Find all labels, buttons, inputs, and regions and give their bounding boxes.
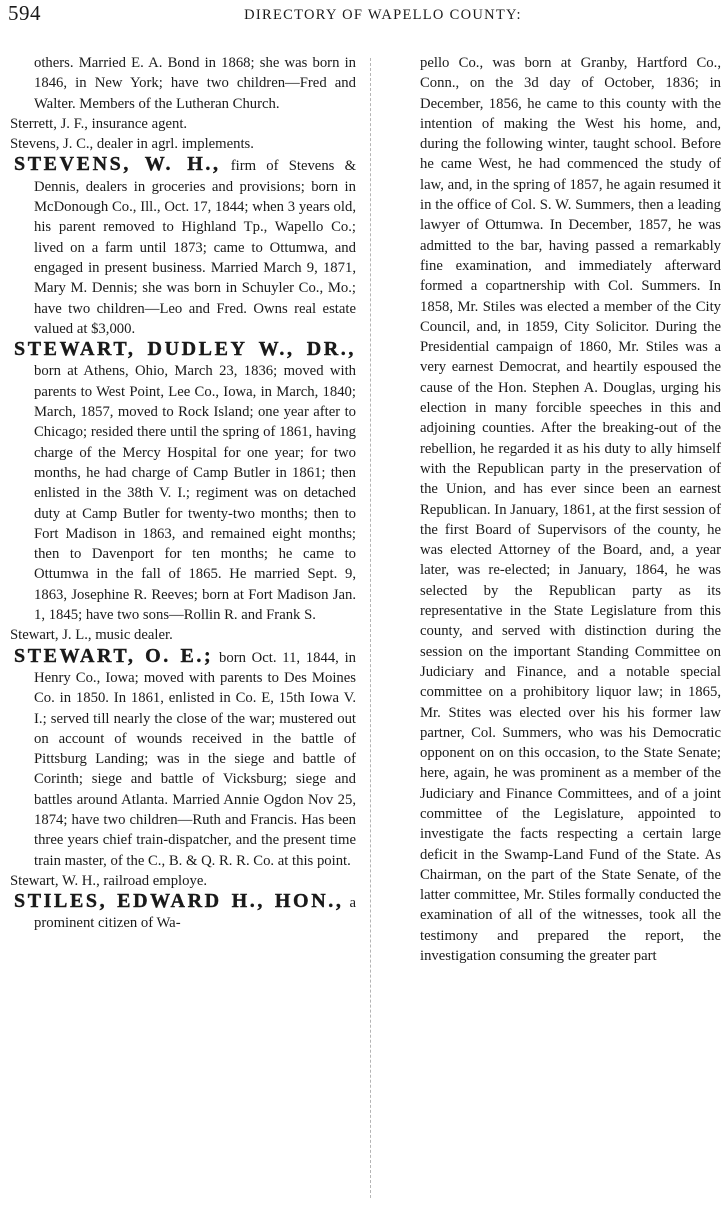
entry-name: STILES, EDWARD H., HON., — [14, 890, 344, 913]
directory-listing — [10, 871, 356, 891]
page-number: 594 — [8, 1, 41, 25]
entry-text: firm of Stevens & Dennis, dealers in groceries and provisions; born in McDonough Co., Ill., Oct. 17, 1844; when 3 years old, his parent removed to Highland Tp., Wapello Co.; lived on a farm until 1873; came to Ottumwa, and engaged in present business. Married March 9, 1871, Mary M. Dennis; she was born in Schuyler Co., Mo.; have two children—Leo and Fred. Owns real estate valued at $3,000. — [34, 158, 357, 337]
entry-name: STEWART, DUDLEY W., DR., — [14, 338, 356, 361]
entry-name: STEWART, O. E.; — [14, 644, 214, 667]
biography-entry — [396, 53, 721, 966]
biography-entry — [10, 53, 356, 114]
directory-listing — [10, 134, 356, 154]
entry-text: Stewart, J. L., music dealer. — [10, 627, 173, 644]
entry-text: Stewart, W. H., railroad employe. — [10, 872, 208, 889]
entry-text: pello Co., was born at Granby, Hartford Co., Conn., on the 3d day of October, 1836; in December, 1856, he came to this county with the intention of making the West his home, and, during the following winter, taught school. Before he came West, he had commenced the study of law, and, in the spring of 1857, he again resumed it in the office of Col. S. W. Summers, then a leading lawyer of Ottumwa. In December, 1857, he was admitted to the bar, having passed a remarkably fine examination, and immediately afterward formed a copartnership with Col. Summers. In 1858, Mr. Stiles was elected a member of the City Council, and, in 1859, City Solicitor. During the Presidential campaign of 1860, Mr. Stiles was a very earnest Democrat, and heartily espoused the cause of the Hon. Stephen A. Douglas, urging his election in many forcible speeches in this and adjoining counties. After the breaking-out of the rebellion, he regarded it as his duty to ally himself with the Republican party in the preservation of the Union, and has ever since been an earnest Republican. In January, 1861, at the first session of the first Board of Supervisors of the county, he was elected Attorney of the Board, and, a year later, was re-elected; in January, 1864, he was selected by the Republican party as its representative in the State Legislature from this county, and served with distinction during the session on the important Standing Committee on Judiciary and Finance, and a notable special committee on a prohibitory liquor law; in 1865, Mr. Stites was elected over his his former law partner, Col. Summers, who was his Democratic opponent on on this occasion, to the State Senate; here, again, he was prominent as a member of the Judiciary and Finance Committees, and of a joint committee of the Legislature, appointed to investigate the facts respecting a certain large deficit in the Swamp-Land Fund of the State. As Chairman, on the part of the State Senate, of the latter committee, Mr. Stiles formally conducted the examination of all of the witnesses, took all the testimony and prepared the report, the investigation consuming the greater part — [420, 55, 721, 965]
biography-entry — [10, 339, 356, 625]
biography-entry — [10, 646, 356, 871]
directory-listing — [10, 114, 356, 134]
entry-text: a prominent citizen of Wa- — [34, 895, 356, 932]
directory-listing — [10, 625, 356, 645]
entry-text: Stevens, J. C., dealer in agrl. implements. — [10, 136, 254, 153]
left-column — [10, 53, 356, 934]
right-column — [396, 53, 721, 966]
running-head: DIRECTORY OF WAPELLO COUNTY: — [244, 7, 522, 23]
column-divider — [370, 58, 371, 1198]
entry-text: Sterrett, J. F., insurance agent. — [10, 115, 188, 132]
biography-entry — [10, 891, 356, 934]
entry-text: born at Athens, Ohio, March 23, 1836; moved with parents to West Point, Lee Co., Iowa, in March, 1840; March, 1857, moved to Rock Island; one year after to Chicago; resided there until the spring of 1861, having charge of the Mercy Hospital for one year; for two months, he had charge of Camp Butler in 1861; then enlisted in the 38th V. I.; regiment was on detached duty at Camp Butler for twenty-two months; then to Fort Madison in 1863, and remained eight months; then to Davenport for ten months; he came to Ottumwa in the fall of 1865. He married Sept. 9, 1863, Josephine R. Reeves; born at Fort Madison Jan. 1, 1845; have two sons—Rollin R. and Frank S. — [34, 363, 356, 624]
entry-name: STEVENS, W. H., — [14, 153, 221, 176]
entry-text: born Oct. 11, 1844, in Henry Co., Iowa; moved with parents to Des Moines Co. in 1850. In 1861, enlisted in Co. E, 15th Iowa V. I.; served till nearly the close of the war; mustered out on account of wounds received in the battle of Pittsburg Landing; was in the siege and battle of Corinth; siege and battle of Vicksburg; siege and battles around Atlanta. Married Annie Ogdon Nov 25, 1874; have two children—Ruth and Francis. Has been three years chief train-dispatcher, and the present time train master, of the C., B. & Q. R. R. Co. at this point. — [34, 649, 356, 869]
entry-text: others. Married E. A. Bond in 1868; she was born in 1846, in New York; have two children—Fred and Walter. Members of the Lutheran Church. — [34, 55, 356, 112]
biography-entry — [10, 154, 356, 339]
